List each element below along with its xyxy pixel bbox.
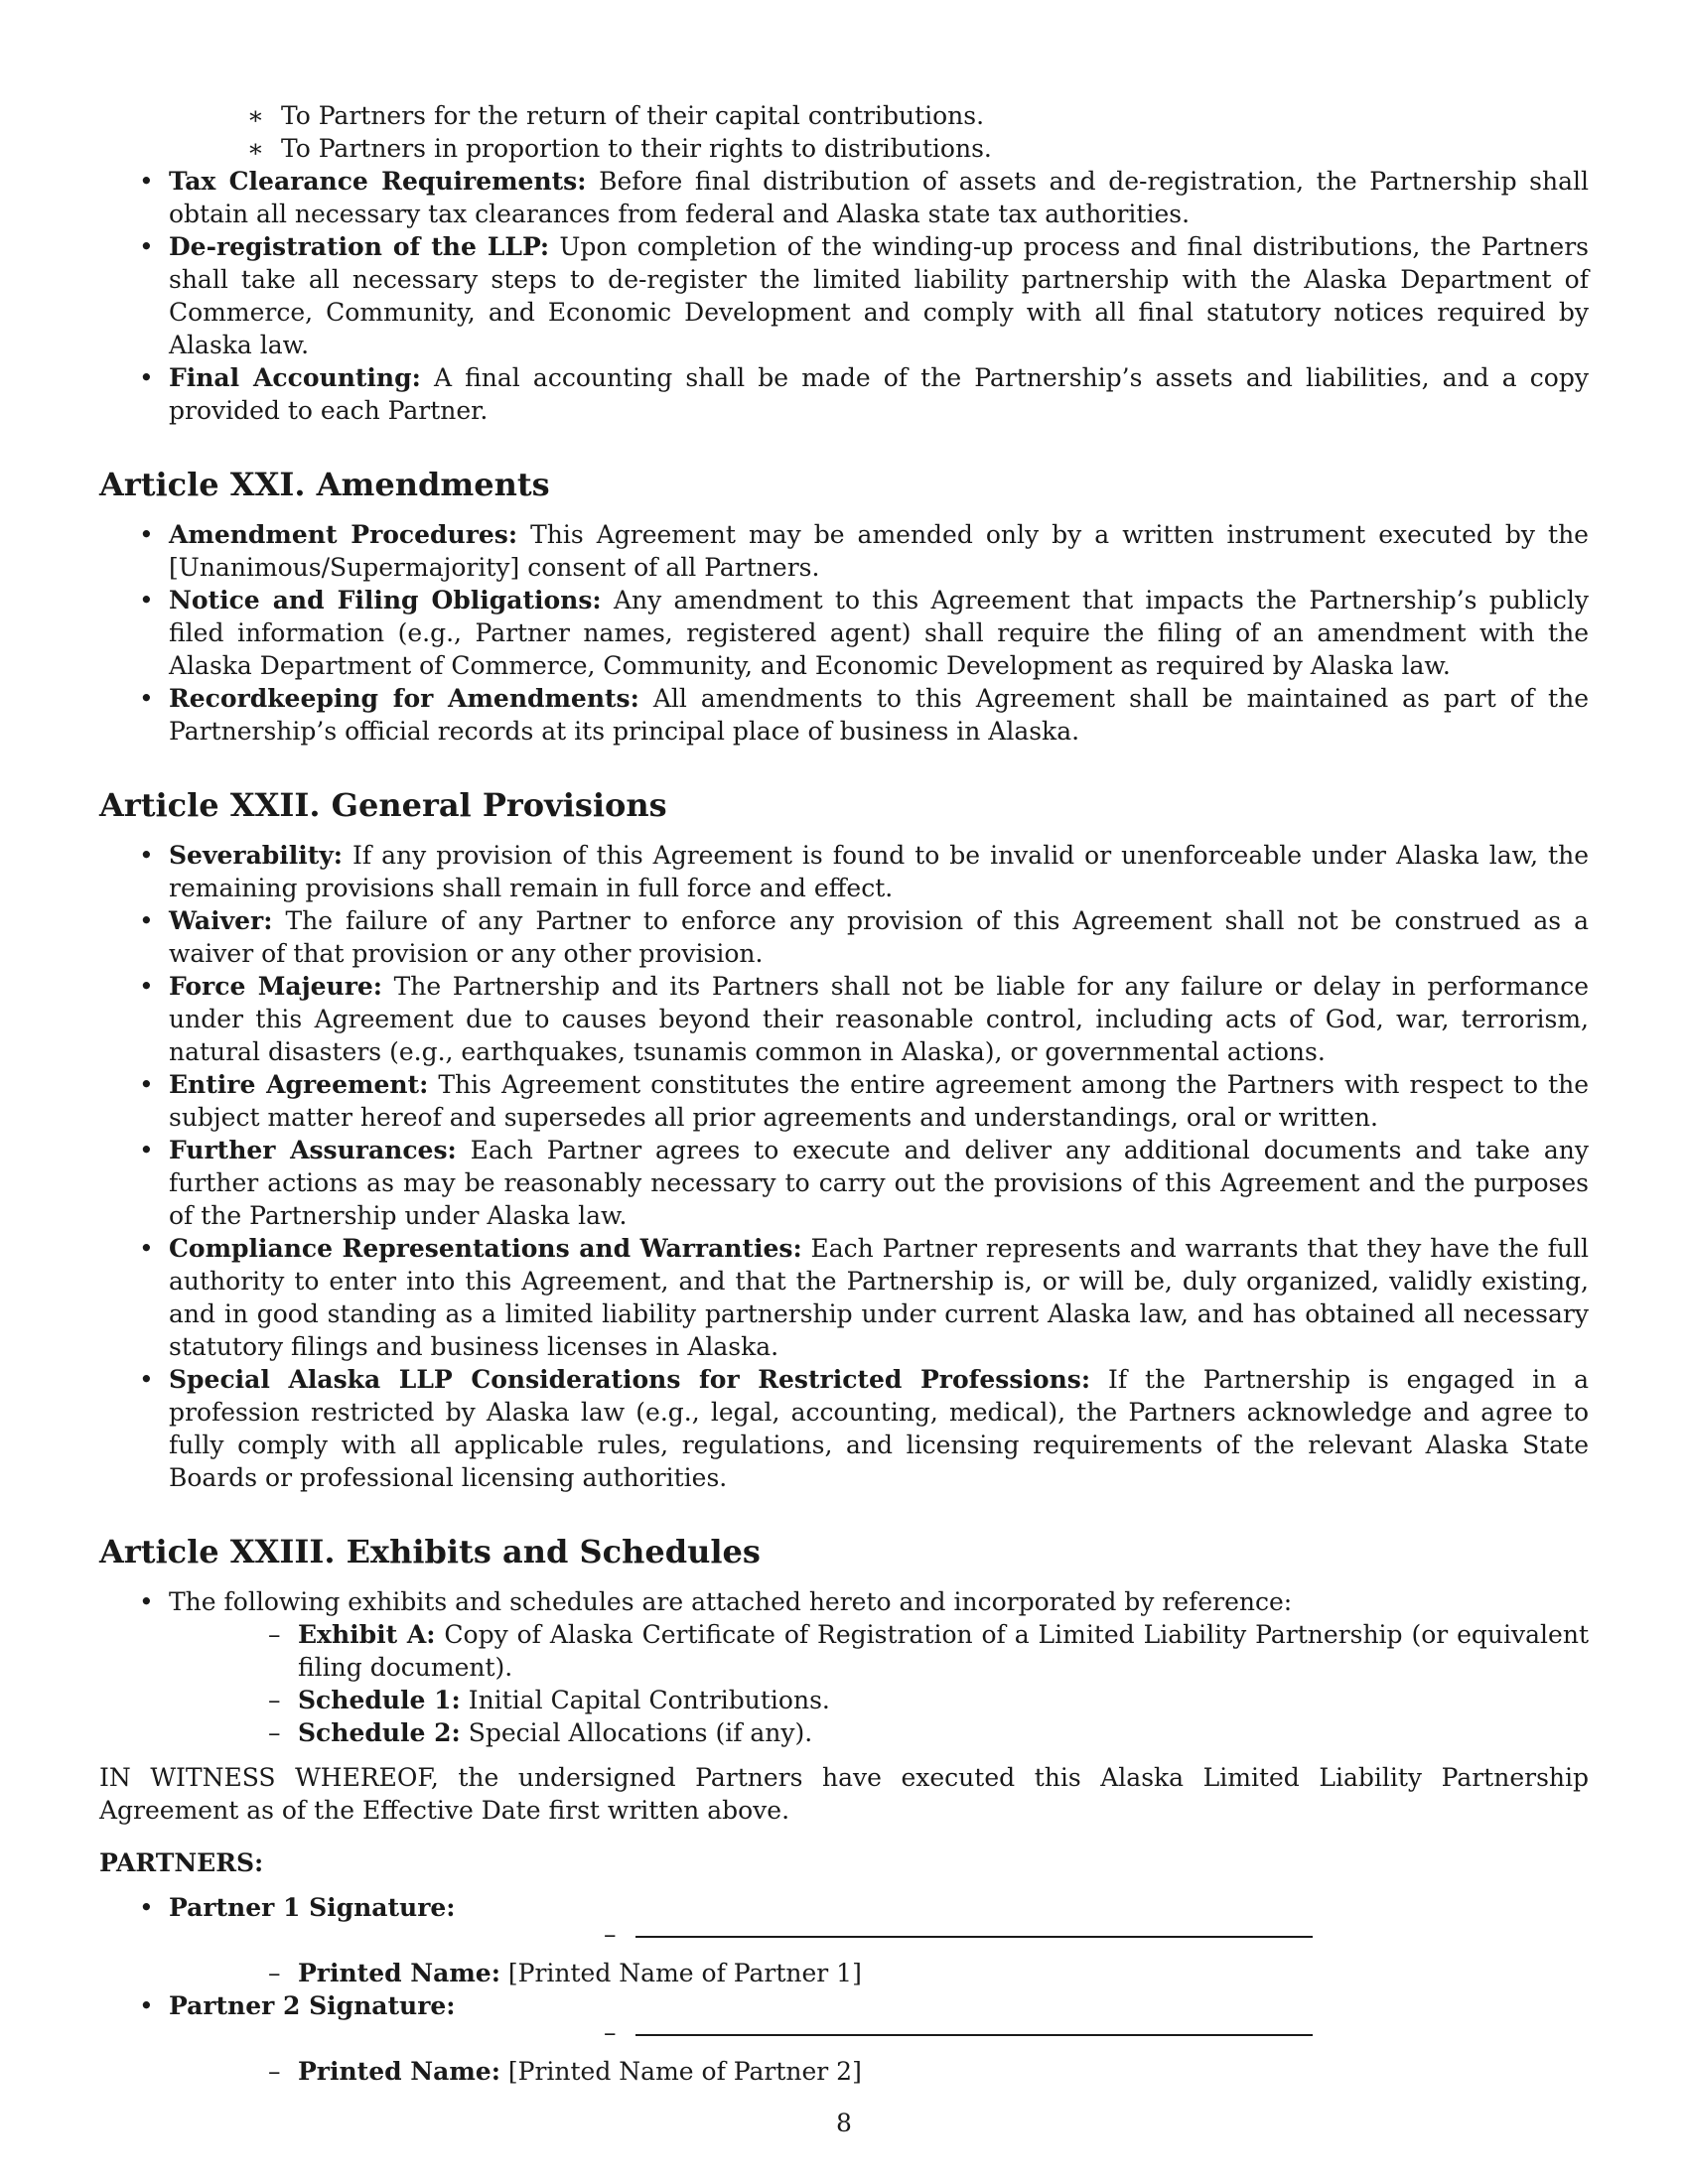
list-item xyxy=(99,1363,1589,1494)
list-item xyxy=(99,970,1589,1068)
printed-name-value: [Printed Name of Partner 2] xyxy=(507,2057,862,2086)
item-text: Special Allocations (if any). xyxy=(468,1718,813,1747)
signature-entry xyxy=(99,1891,1589,1989)
list-item xyxy=(99,1134,1589,1232)
list-item xyxy=(99,839,1589,904)
article-22-heading: Article XXII. General Provisions xyxy=(99,786,667,824)
list-item: ∗ To Partners for the return of their capital contributions. xyxy=(99,99,1589,132)
item-text: This Agreement may be amended only by a written instrument executed by the [Unanimous/Supermajority] consent of all Partners. xyxy=(169,520,1589,582)
item-text: Each Partner agrees to execute and deliver any additional documents and take any further actions as may be reasonably necessary to carry out the provisions of this Agreement and the purposes of the Partnership under Alaska law. xyxy=(169,1136,1589,1230)
signature-line[interactable] xyxy=(635,1936,1313,1938)
list-item xyxy=(99,518,1589,584)
item-text: Initial Capital Contributions. xyxy=(468,1686,830,1714)
item-text: The failure of any Partner to enforce any provision of this Agreement shall not be construed as a waiver of that provision or any other provision. xyxy=(169,906,1589,968)
item-text: The Partnership and its Partners shall not be liable for any failure or delay in performance under this Agreement due to causes beyond their reasonable control, including acts of God, war, terrorism, natural disasters (e.g., earthquakes, tsunamis common in Alaska), or governmental actions. xyxy=(169,972,1589,1066)
list-item: ∗ To Partners in proportion to their rights to distributions. xyxy=(99,132,1589,165)
general-provisions-list xyxy=(99,839,1589,1494)
item-label: Entire Agreement: xyxy=(169,1070,429,1099)
printed-name-list xyxy=(169,1957,1589,1989)
item-text: Each Partner represents and warrants that they have the full authority to enter into this Agreement, and that the Partnership is, or will be, duly organized, validly existing, and in good standing as a limited liability partnership under current Alaska law, and has obtained all necessary statutory filings and business licenses in Alaska. xyxy=(169,1234,1590,1361)
item-label: Notice and Filing Obligations: xyxy=(169,586,602,614)
list-item xyxy=(99,1585,1589,1749)
list-item xyxy=(99,904,1589,970)
item-label: Schedule 2: xyxy=(298,1718,461,1747)
signature-list xyxy=(99,1891,1589,2088)
item-label: Waiver: xyxy=(169,906,273,935)
signature-label: Partner 2 Signature: xyxy=(169,1991,456,2020)
printed-name-value: [Printed Name of Partner 1] xyxy=(507,1959,862,1987)
item-label: Compliance Representations and Warranties: xyxy=(169,1234,802,1263)
item-label: Schedule 1: xyxy=(298,1686,461,1714)
item-text: If any provision of this Agreement is found to be invalid or unenforceable under Alaska law, the remaining provisions shall remain in full force and effect. xyxy=(169,841,1589,902)
item-label: Exhibit A: xyxy=(298,1620,436,1649)
list-item xyxy=(99,361,1589,427)
article-23-heading: Article XXIII. Exhibits and Schedules xyxy=(99,1533,761,1570)
list-item xyxy=(99,1232,1589,1363)
printed-name-list xyxy=(169,2055,1589,2088)
signature-dash: – xyxy=(604,1920,617,1949)
list-item xyxy=(99,230,1589,361)
amendments-list xyxy=(99,518,1589,748)
signature-line[interactable] xyxy=(635,2034,1313,2036)
item-text: A final accounting shall be made of the Partnership’s assets and liabilities, and a copy provided to each Partner. xyxy=(169,363,1589,425)
list-item xyxy=(99,682,1589,748)
list-item xyxy=(169,1618,1589,1684)
list-item xyxy=(169,1957,1589,1989)
item-label: Force Majeure: xyxy=(169,972,383,1001)
item-label: Further Assurances: xyxy=(169,1136,457,1164)
item-label: Special Alaska LLP Considerations for Restricted Professions: xyxy=(169,1365,1091,1394)
exhibits-sublist xyxy=(169,1618,1589,1749)
item-label: Tax Clearance Requirements: xyxy=(169,167,587,196)
item-label: Printed Name: xyxy=(298,2057,500,2086)
item-text: The following exhibits and schedules are attached hereto and incorporated by reference: xyxy=(169,1587,1293,1616)
winding-up-list xyxy=(99,165,1589,427)
article-21-heading: Article XXI. Amendments xyxy=(99,466,550,503)
signature-entry xyxy=(99,1989,1589,2088)
item-text: All amendments to this Agreement shall be maintained as part of the Partnership’s official records at its principal place of business in Alaska. xyxy=(169,684,1589,746)
list-item xyxy=(99,1068,1589,1134)
list-item xyxy=(169,1716,1589,1749)
partners-heading: PARTNERS: xyxy=(99,1848,264,1877)
item-text: Any amendment to this Agreement that impacts the Partnership’s publicly filed information (e.g., Partner names, registered agent) shall require the filing of an amendment with the Alaska Department of Commerce, Community, and Economic Development as required by Alaska law. xyxy=(169,586,1589,680)
document-page xyxy=(99,99,1590,2137)
item-text: If the Partnership is engaged in a profession restricted by Alaska law (e.g., legal, accounting, medical), the Partners acknowledge and agree to fully comply with all applicable rules, regulations, and licensing requirements of the relevant Alaska State Boards or professional licensing authorities. xyxy=(169,1365,1590,1492)
item-label: Final Accounting: xyxy=(169,363,421,392)
item-label: Printed Name: xyxy=(298,1959,500,1987)
signature-line-row xyxy=(169,1920,1589,1957)
list-item xyxy=(169,1684,1589,1716)
item-text: Before final distribution of assets and de-registration, the Partnership shall obtain all necessary tax clearances from federal and Alaska state tax authorities. xyxy=(169,167,1589,228)
signature-label: Partner 1 Signature: xyxy=(169,1893,456,1922)
list-item xyxy=(99,165,1589,230)
item-label: De-registration of the LLP: xyxy=(169,232,550,261)
item-text: Copy of Alaska Certificate of Registration of a Limited Liability Partnership (or equivalent filing document). xyxy=(298,1620,1589,1682)
witness-paragraph: IN WITNESS WHEREOF, the undersigned Partners have executed this Alaska Limited Liability Partnership Agreement as of the Effective Date first written above. xyxy=(99,1763,1589,1825)
exhibits-list xyxy=(99,1585,1589,1749)
page-number: 8 xyxy=(836,2109,852,2137)
distribution-priority-list xyxy=(99,99,1589,165)
item-text: This Agreement constitutes the entire agreement among the Partners with respect to the subject matter hereof and supersedes all prior agreements and understandings, oral or written. xyxy=(169,1070,1590,1132)
item-text: Upon completion of the winding-up process and final distributions, the Partners shall take all necessary steps to de-register the limited liability partnership with the Alaska Department of Commerce, Community, and Economic Development and comply with all final statutory notices required by Alaska law. xyxy=(169,232,1589,359)
item-label: Amendment Procedures: xyxy=(169,520,518,549)
list-item xyxy=(99,584,1589,682)
item-label: Recordkeeping for Amendments: xyxy=(169,684,639,713)
signature-dash: – xyxy=(604,2018,617,2047)
list-item xyxy=(169,2055,1589,2088)
item-label: Severability: xyxy=(169,841,344,870)
signature-line-row xyxy=(169,2018,1589,2055)
